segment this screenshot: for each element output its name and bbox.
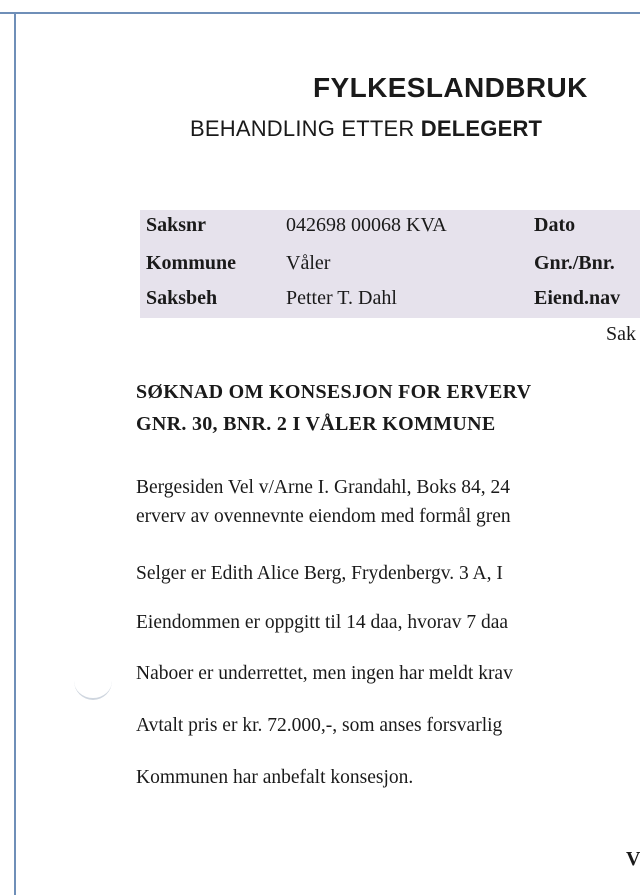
page-top-border bbox=[0, 0, 640, 14]
saksbeh-label: Saksbeh bbox=[146, 287, 218, 309]
signature-fragment: V bbox=[626, 848, 640, 870]
sak-fragment: Sak bbox=[606, 323, 636, 345]
info-row-saksnr bbox=[146, 214, 576, 237]
saksbeh-value: Petter T. Dahl bbox=[286, 287, 397, 309]
paragraph-neighbours: Naboer er underrettet, men ingen har meldt krav bbox=[136, 663, 513, 684]
gnrbnr-label: Gnr./Bnr. bbox=[534, 252, 615, 274]
application-heading-line2: GNR. 30, BNR. 2 I VÅLER KOMMUNE bbox=[136, 413, 496, 435]
document-title: FYLKESLANDBRUK bbox=[313, 72, 588, 103]
kommune-value: Våler bbox=[286, 252, 331, 274]
page-left-border bbox=[14, 14, 16, 895]
info-row-kommune bbox=[146, 252, 615, 275]
paragraph-price: Avtalt pris er kr. 72.000,-, som anses forsvarlig bbox=[136, 715, 503, 736]
paragraph-applicant-line2: erverv av ovennevnte eiendom med formål gren bbox=[136, 506, 511, 527]
info-row-saksbeh bbox=[146, 287, 621, 310]
application-heading-line1: SØKNAD OM KONSESJON FOR ERVERV bbox=[136, 381, 532, 403]
subtitle-bold: DELEGERT bbox=[420, 116, 543, 141]
paragraph-applicant-line1: Bergesiden Vel v/Arne I. Grandahl, Boks 84, 24 bbox=[136, 477, 511, 498]
paragraph-recommendation: Kommunen har anbefalt konsesjon. bbox=[136, 767, 414, 788]
document-subtitle bbox=[190, 116, 542, 142]
dato-label: Dato bbox=[534, 214, 576, 236]
scan-smudge-mark bbox=[74, 668, 112, 700]
eiendnavn-label: Eiend.nav bbox=[534, 287, 621, 309]
paragraph-property-size: Eiendommen er oppgitt til 14 daa, hvorav 7 daa bbox=[136, 612, 509, 633]
saksnr-label: Saksnr bbox=[146, 214, 207, 236]
saksnr-value: 042698 00068 KVA bbox=[286, 214, 447, 236]
kommune-label: Kommune bbox=[146, 252, 236, 274]
subtitle-normal: BEHANDLING ETTER bbox=[190, 116, 421, 141]
paragraph-seller: Selger er Edith Alice Berg, Frydenbergv. 3 A, I bbox=[136, 563, 503, 584]
